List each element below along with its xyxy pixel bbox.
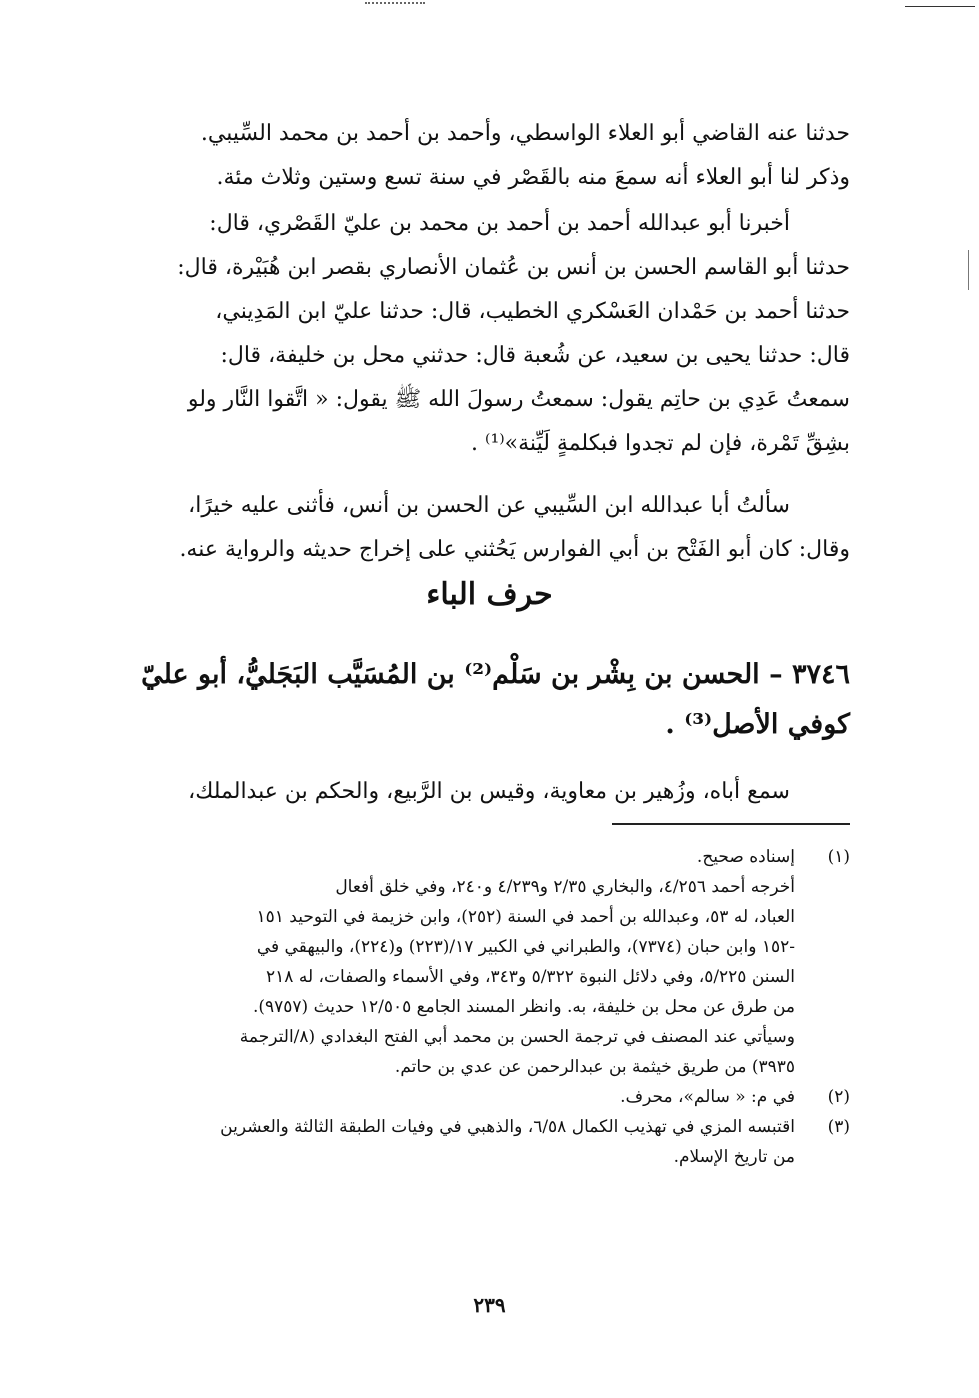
footnote-2: [135, 1082, 850, 1112]
footnote-line: من طرق عن محل بن خليفة، به. وانظر المسند الجامع ١٢/٥٠٥ حديث (٩٧٥٧).: [252, 997, 795, 1017]
text-line: سمع أباه، وزُهير بن معاوية، وقيس بن الرَّبيع، والحكم بن عبدالملك،: [188, 779, 790, 804]
entry-body: [120, 770, 850, 814]
footnote-1: [135, 842, 850, 1082]
footnote-line: في م: « سالم»، محرف.: [620, 1087, 795, 1107]
entry-heading: [120, 650, 850, 750]
paragraph-1: [120, 112, 850, 200]
text-line: وقال: كان أبو الفَتْح بن أبي الفوارس يَحُثني على إخراج حديثه والرواية عنه.: [179, 537, 850, 562]
section-heading: حرف الباء: [426, 577, 553, 612]
footnote-line: السنن ٥/٢٢٥، وفي دلائل النبوة ٥/٣٢٢ و٣٤٣، وفي الأسماء والصفات، له ٢١٨: [266, 967, 795, 987]
text-line: حدثنا أحمد بن حَمْدان العَسْكري الخطيب، قال: حدثنا عليّ ابن المَدِيني،: [215, 299, 850, 324]
text-line: سألتُ أبا عبدالله ابن السِّيبي عن الحسن بن أنس، فأثنى عليه خيرًا،: [188, 493, 790, 518]
scan-artifact-tick: [968, 250, 969, 290]
footnotes: [135, 842, 850, 1172]
footnote-line: أخرجه أحمد ٤/٢٥٦، والبخاري ٢/٣٥ و٤/٢٣٩ و٢٤٠، وفي خلق أفعال: [335, 877, 795, 897]
paragraph-3: [120, 484, 850, 572]
page-number: ٢٣٩: [473, 1293, 506, 1317]
text-line: حدثنا عنه القاضي أبو العلاء الواسطي، وأحمد بن أحمد بن محمد السِّيبي.: [200, 121, 850, 146]
text-line: بشِقِّ تَمْرة، فإن لم تجدوا فبكلمةٍ لَيِّنة»⁽¹⁾ .: [471, 431, 850, 456]
footnote-line: -١٥٢ وابن حبان (٧٣٧٤)، والطبراني في الكبير ١٧/(٢٢٣) و(٢٢٤)، والبيهقي في: [256, 937, 795, 957]
entry-heading-line: كوفي الأصل⁽³⁾ .: [665, 709, 850, 740]
footnote-3: [135, 1112, 850, 1172]
scan-artifact-dots: [365, 2, 425, 10]
footnote-line: إسناده صحيح.: [696, 847, 795, 867]
footnote-line: وسيأتي عند المصنف في ترجمة الحسن بن محمد أبي الفتح البغدادي (٨/الترجمة: [239, 1027, 795, 1047]
footnote-separator: [612, 823, 850, 825]
text-line: حدثنا أبو القاسم الحسن بن أنس بن عُثمان الأنصاري بقصر ابن هُبَيْرة، قال:: [177, 255, 850, 280]
footnote-number: (١): [827, 847, 850, 867]
text-line: أخبرنا أبو عبدالله أحمد بن أحمد بن محمد بن عليّ القَصْري، قال:: [209, 211, 790, 236]
footnote-number: (٣): [827, 1117, 850, 1137]
footnote-line: العباد، له ٥٣، وعبدالله بن أحمد في السنة (٢٥٢)، وابن خزيمة في التوحيد ١٥١: [256, 907, 795, 927]
footnote-line: اقتبسه المزي في تهذيب الكمال ٦/٥٨، والذهبي في وفيات الطبقة الثالثة والعشرين: [220, 1117, 795, 1137]
footnote-line: ٣٩٣٥) من طريق خيثمة بن عبدالرحمن عن عدي بن حاتم.: [394, 1057, 795, 1077]
text-line: وذكر لنا أبو العلاء أنه سمعَ منه بالقَصْر في سنة تسع وستين وثلاث مئة.: [216, 165, 850, 190]
entry-heading-line: ٣٧٤٦ – الحسن بن بِشْر بن سَلْم⁽²⁾ بن المُسَيَّب البَجَليُّ، أبو عليّ: [141, 659, 850, 690]
text-line: قال: حدثنا يحيى بن سعيد، عن شُعبة قال: حدثني محل بن خليفة، قال:: [220, 343, 850, 368]
footnote-number: (٢): [827, 1087, 850, 1107]
scan-artifact-rule: [905, 6, 975, 7]
footnote-line: من تاريخ الإسلام.: [673, 1147, 795, 1167]
paragraph-2: [120, 202, 850, 466]
text-line: سمعتُ عَدِي بن حاتِم يقول: سمعتُ رسولَ الله ﷺ يقول: « اتَّقوا النَّار ولو: [187, 387, 850, 412]
